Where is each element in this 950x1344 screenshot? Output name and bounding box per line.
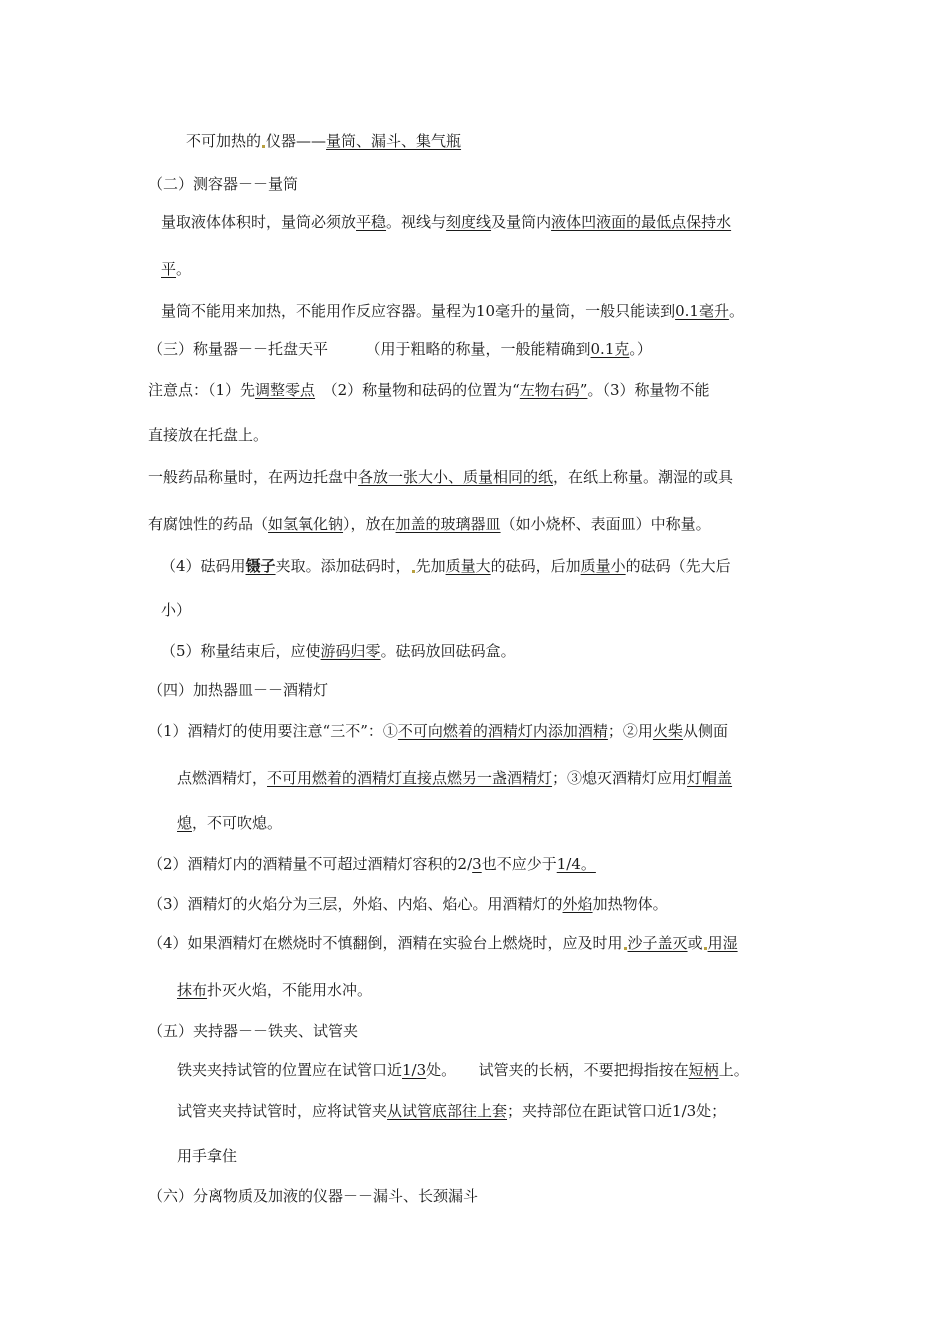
text-line <box>161 301 744 323</box>
text-segment: 。视线与 <box>386 213 447 231</box>
text-line <box>161 641 516 663</box>
text-segment: 仪器—— <box>266 132 327 150</box>
emphasis-dot <box>412 570 415 573</box>
text-segment: 小） <box>161 601 192 619</box>
emphasis-dot <box>704 947 707 950</box>
underlined-text: 不可向燃着的酒精灯内添加酒精 <box>397 722 608 740</box>
text-line <box>177 813 282 835</box>
underlined-text: 各放一张大小、质量相同的纸 <box>358 468 554 486</box>
underlined-text: 质量小 <box>580 557 626 575</box>
text-segment: 或 <box>687 934 703 952</box>
text-segment: 注意点：（1）先 <box>148 381 256 399</box>
text-segment: 处。 试管夹的长柄，不要把拇指按在 <box>426 1061 689 1079</box>
text-line <box>148 514 711 536</box>
text-segment: ，在纸上称量。潮湿的或具 <box>553 468 734 486</box>
text-segment: 夹取。添加砝码时， <box>275 557 411 575</box>
text-segment: 的砝码，后加 <box>490 557 581 575</box>
text-segment: ），放在 <box>343 515 396 533</box>
text-segment: （3）酒精灯的火焰分为三层，外焰、内焰、焰心。用酒精灯的 <box>148 895 563 913</box>
text-segment: 。（3）称量物不能 <box>587 381 710 399</box>
text-segment: 试管夹夹持试管时，应将试管夹 <box>177 1102 388 1120</box>
underlined-text: 从试管底部往上套 <box>387 1102 508 1120</box>
text-line <box>186 131 461 153</box>
underlined-text: 平稳 <box>356 213 387 231</box>
underlined-text: 调整零点 <box>255 381 316 399</box>
text-segment: 从侧面 <box>682 722 728 740</box>
text-segment: ；夹持部位在距试管口近1/3处； <box>507 1102 727 1120</box>
underlined-text: 灯帽盖 <box>687 769 733 787</box>
underlined-text: 外焰 <box>562 895 593 913</box>
text-segment: （5）称量结束后，应使 <box>161 642 321 660</box>
text-line <box>177 1146 237 1168</box>
text-line <box>148 854 596 876</box>
text-line <box>148 721 728 743</box>
underlined-text: 平 <box>161 260 177 278</box>
underlined-text: 镊子 <box>245 557 276 575</box>
text-segment: 一般药品称量时，在两边托盘中 <box>148 468 359 486</box>
underlined-text: 0.1克 <box>590 340 630 358</box>
text-segment: 不可加热的 <box>186 132 262 150</box>
text-segment: （三）称量器－－托盘天平 （用于粗略的称量，一般能精确到 <box>148 340 591 358</box>
underlined-text: 如氢氧化钠 <box>268 515 344 533</box>
text-segment: （四）加热器皿－－酒精灯 <box>148 681 329 699</box>
underlined-text: 加盖的玻璃器皿 <box>395 515 501 533</box>
underlined-text: 火柴 <box>652 722 683 740</box>
underlined-text: 短柄 <box>688 1061 719 1079</box>
text-segment: （4）如果酒精灯在燃烧时不慎翻倒，酒精在实验台上燃烧时，应及时用 <box>148 934 623 952</box>
text-line <box>148 339 652 361</box>
text-segment: （1）酒精灯的使用要注意“三不”：① <box>148 722 398 740</box>
text-segment: 。 <box>176 260 192 278</box>
text-segment: 及量筒内 <box>491 213 552 231</box>
text-segment: 的砝码（先大后 <box>625 557 731 575</box>
text-segment: 扑灭火焰，不能用水冲。 <box>207 981 373 999</box>
text-segment: （2）称量物和砝码的位置为“ <box>315 381 520 399</box>
text-segment: （2）酒精灯内的酒精量不可超过酒精灯容积的2/ <box>148 855 473 873</box>
text-segment: 先加 <box>415 557 446 575</box>
underlined-text: 0.1毫升 <box>675 302 729 320</box>
text-line <box>161 212 731 234</box>
text-line <box>148 933 738 955</box>
underlined-text: 抹布 <box>177 981 208 999</box>
emphasis-dot <box>262 145 265 148</box>
text-line <box>161 259 191 281</box>
text-line <box>177 980 372 1002</box>
underlined-text: 游码归零 <box>320 642 381 660</box>
text-segment: ，不可吹熄。 <box>192 814 283 832</box>
underlined-text: 液体凹液面的最低点保持水 <box>551 213 732 231</box>
text-segment: 也不应少于 <box>481 855 557 873</box>
text-segment: 。砝码放回砝码盒。 <box>380 642 516 660</box>
underlined-text: 1/4。 <box>556 855 596 873</box>
underlined-text: 量筒、漏斗、集气瓶 <box>326 132 462 150</box>
text-segment: 用手拿住 <box>177 1147 238 1165</box>
text-line <box>148 425 268 447</box>
text-line <box>148 467 733 489</box>
text-line <box>177 1101 726 1123</box>
text-segment: 量筒不能用来加热，不能用作反应容器。量程为10毫升的量筒，一般只能读到 <box>161 302 676 320</box>
underlined-text: 1/3 <box>402 1061 427 1079</box>
text-line <box>148 680 328 702</box>
underlined-text: 沙子盖灭 <box>627 934 688 952</box>
text-line <box>161 600 191 622</box>
underlined-text: 用湿 <box>707 934 738 952</box>
text-segment: （4）砝码用 <box>161 557 246 575</box>
underlined-text: 3 <box>472 855 482 873</box>
text-segment: 上。 <box>718 1061 749 1079</box>
text-line <box>148 1186 478 1208</box>
text-segment: （六）分离物质及加液的仪器－－漏斗、长颈漏斗 <box>148 1187 479 1205</box>
text-line <box>148 380 710 402</box>
text-segment: 直接放在托盘上。 <box>148 426 269 444</box>
text-segment: 有腐蚀性的药品（ <box>148 515 269 533</box>
underlined-text: 不可用燃着的酒精灯直接点燃另一盏酒精灯 <box>267 769 553 787</box>
text-segment: ；③熄灭酒精灯应用 <box>552 769 688 787</box>
text-line <box>177 1060 749 1082</box>
text-segment: （五）夹持器－－铁夹、试管夹 <box>148 1022 359 1040</box>
text-line <box>177 768 732 790</box>
text-segment: ；②用 <box>607 722 653 740</box>
underlined-text: 熄 <box>177 814 193 832</box>
text-segment: （如小烧杯、表面皿）中称量。 <box>500 515 711 533</box>
underlined-text: 刻度线 <box>446 213 492 231</box>
underlined-text: 质量大 <box>445 557 491 575</box>
text-line <box>148 1021 358 1043</box>
text-segment: 。 <box>728 302 744 320</box>
text-segment: 加热物体。 <box>592 895 668 913</box>
text-line <box>148 174 298 196</box>
text-segment: 点燃酒精灯， <box>177 769 268 787</box>
text-line <box>148 894 668 916</box>
underlined-text: 左物右码” <box>519 381 588 399</box>
text-segment: 量取液体体积时，量筒必须放 <box>161 213 357 231</box>
text-segment: 铁夹夹持试管的位置应在试管口近 <box>177 1061 403 1079</box>
emphasis-dot <box>624 947 627 950</box>
text-segment: （二）测容器－－量筒 <box>148 175 299 193</box>
text-line <box>161 556 731 578</box>
text-segment: 。） <box>629 340 652 358</box>
